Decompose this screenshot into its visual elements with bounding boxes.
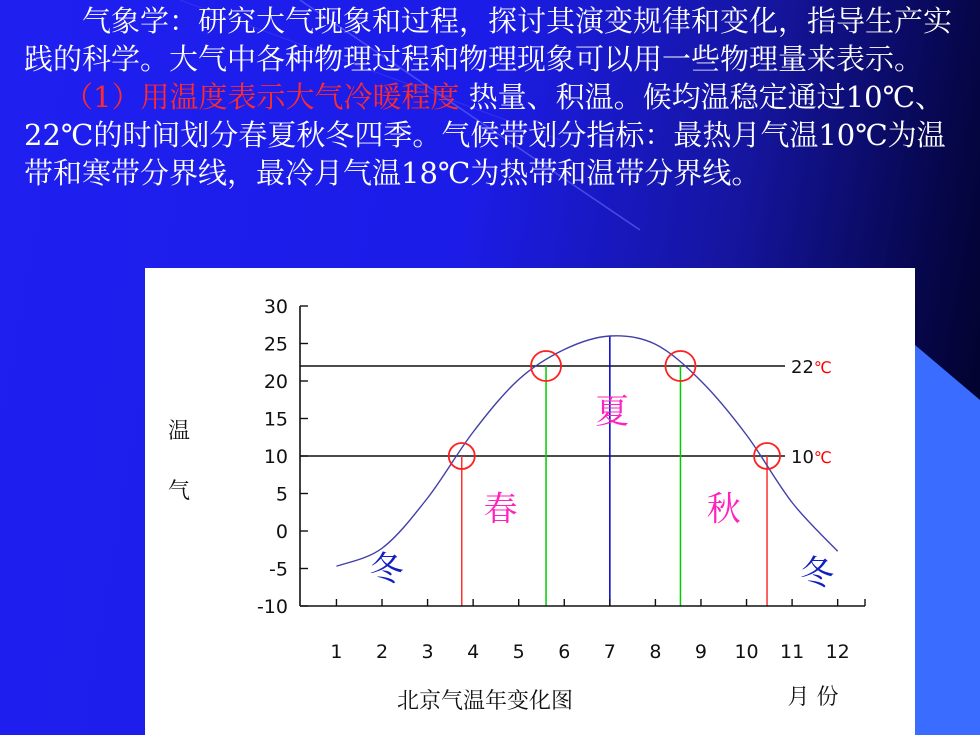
y-tick-label: 10 bbox=[263, 446, 288, 468]
reference-line-label: 22℃ bbox=[791, 357, 832, 378]
season-label: 秋 bbox=[706, 489, 741, 530]
x-tick-label: 9 bbox=[694, 641, 708, 663]
season-label: 春 bbox=[483, 489, 518, 530]
x-axis-label: 月 份 bbox=[787, 685, 839, 710]
reference-line-label: 10℃ bbox=[791, 447, 832, 468]
beijing-temperature-chart bbox=[145, 268, 915, 735]
x-tick-label: 1 bbox=[330, 641, 343, 663]
y-tick-label: -5 bbox=[269, 558, 288, 581]
slide-text bbox=[24, 2, 959, 192]
x-tick-label: 6 bbox=[558, 641, 571, 663]
chart-caption: 北京气温年变化图 bbox=[396, 689, 574, 714]
x-tick-label: 2 bbox=[375, 641, 389, 663]
chart-panel bbox=[145, 268, 915, 735]
x-tick-label: 3 bbox=[421, 641, 434, 663]
y-axis-label-char: 气 bbox=[167, 479, 191, 504]
paragraph-temperature bbox=[24, 78, 959, 192]
y-tick-label: 5 bbox=[275, 483, 288, 506]
x-tick-label: 12 bbox=[825, 641, 850, 663]
paragraph-temperature-body: 热量、积温。候均温稳定通过10℃、22℃的时间划分春夏秋冬四季。气候带划分指标：最热月气温10℃为温带和寒带分界线，最冷月气温18℃为热带和温带分界线。 bbox=[24, 80, 946, 190]
y-tick-label: 15 bbox=[263, 408, 288, 431]
y-tick-label: -10 bbox=[256, 596, 288, 618]
x-tick-label: 7 bbox=[603, 641, 616, 663]
highlight-heading: （1）用温度表示大气冷暖程度 bbox=[64, 80, 460, 114]
x-tick-label: 10 bbox=[734, 641, 759, 663]
season-label: 冬 bbox=[800, 553, 835, 594]
x-tick-label: 8 bbox=[649, 641, 662, 663]
paragraph-definition: 气象学：研究大气现象和过程，探讨其演变规律和变化，指导生产实践的科学。大气中各种物理过程和物理现象可以用一些物理量来表示。 bbox=[24, 4, 953, 76]
season-label: 冬 bbox=[369, 549, 404, 590]
y-tick-label: 30 bbox=[263, 296, 288, 318]
x-tick-label: 11 bbox=[780, 641, 805, 663]
temperature-curve bbox=[336, 336, 837, 566]
y-tick-label: 0 bbox=[275, 521, 288, 543]
corner-shape bbox=[915, 345, 980, 735]
x-tick-label: 4 bbox=[467, 641, 480, 663]
y-tick-label: 25 bbox=[263, 333, 288, 356]
y-tick-label: 20 bbox=[263, 371, 288, 393]
y-axis-label-char: 温 bbox=[167, 419, 191, 444]
x-tick-label: 5 bbox=[512, 641, 525, 663]
season-label: 夏 bbox=[595, 392, 630, 432]
